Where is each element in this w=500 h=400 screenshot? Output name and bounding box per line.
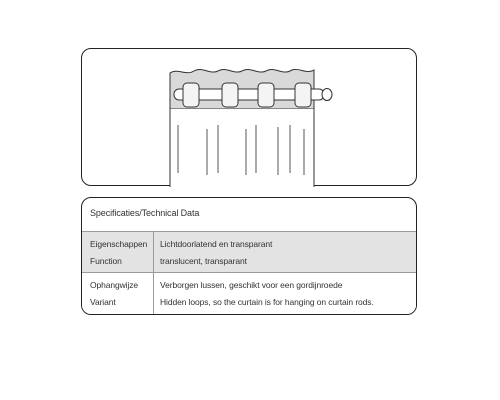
row-value-cell [154, 273, 416, 315]
row-label-en: Function [90, 256, 122, 266]
row-value-cell [154, 232, 416, 272]
row-label-cell [82, 232, 154, 272]
table-title: Specificaties/Technical Data [82, 198, 416, 232]
curtain-rod-illustration [82, 49, 418, 187]
row-label-cell [82, 273, 154, 315]
row-label-en: Variant [90, 297, 116, 307]
curtain-illustration-panel [81, 48, 417, 186]
row-value-en: Hidden loops, so the curtain is for hanging on curtain rods. [160, 297, 374, 307]
row-value-nl: Lichtdoorlatend en transparant [160, 239, 273, 249]
technical-data-table [81, 197, 417, 315]
loop [183, 83, 199, 107]
loop [222, 83, 238, 107]
loop [295, 83, 311, 107]
loop [258, 83, 274, 107]
table-row [82, 232, 416, 272]
table-row [82, 272, 416, 315]
row-value-en: translucent, transparant [160, 256, 247, 266]
rod-end-cap [322, 89, 332, 101]
curtain-fabric-body [170, 109, 314, 187]
row-label-nl: Ophangwijze [90, 280, 139, 290]
row-label-nl: Eigenschappen [90, 239, 148, 249]
row-value-nl: Verborgen lussen, geschikt voor een gordijnroede [160, 280, 343, 290]
